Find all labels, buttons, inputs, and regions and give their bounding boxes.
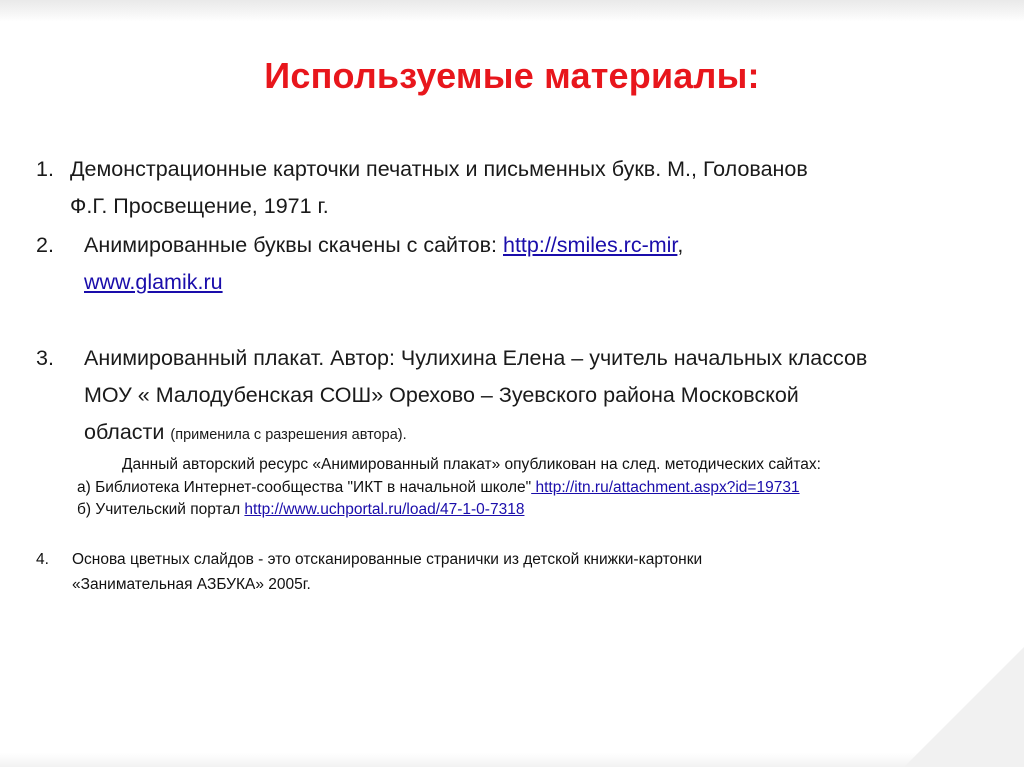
site-a-label: а) Библиотека Интернет-сообщества "ИКТ в начальной школе"	[77, 479, 532, 496]
item-1-text-line-2: Ф.Г. Просвещение, 1971 г.	[70, 194, 329, 218]
uchportal-link[interactable]: http://www.uchportal.ru/load/47-1-0-7318	[244, 501, 525, 518]
item-3-text-area: области	[84, 420, 171, 444]
item-2-number: 2.	[36, 233, 54, 257]
itn-link[interactable]: http://itn.ru/attachment.aspx?id=19731	[531, 479, 800, 496]
glamik-link[interactable]: www.glamik.ru	[84, 270, 223, 294]
item-3-number: 3.	[36, 346, 54, 370]
item-4-text-line-1: Основа цветных слайдов - это отсканированные странички из детской книжки-картонки	[72, 551, 703, 568]
item-2-separator: ,	[677, 233, 684, 257]
slide-top-border	[0, 0, 1024, 22]
page-curl-decoration	[904, 647, 1024, 767]
item-2-label: Анимированные буквы скачены с сайтов:	[84, 233, 503, 257]
item-2-text-line-1	[84, 231, 683, 259]
site-a-line	[77, 478, 800, 498]
item-4-text-line-2: «Занимательная АЗБУКА» 2005г.	[72, 576, 311, 593]
item-3-text-line-3	[84, 418, 407, 449]
item-1-text-line-1: Демонстрационные карточки печатных и письменных букв. М., Голованов	[70, 157, 808, 181]
smiles-link[interactable]: http://smiles.rc-mir	[503, 233, 678, 257]
item-1-number: 1.	[36, 157, 54, 181]
slide-bottom-border	[0, 753, 1024, 767]
item-3-text-line-1: Анимированный плакат. Автор: Чулихина Елена – учитель начальных классов	[84, 346, 868, 370]
site-b-line	[77, 500, 524, 520]
item-3-permission-note: (применила с разрешения автора).	[170, 427, 407, 443]
item-4-number: 4.	[36, 551, 49, 568]
publication-note: Данный авторский ресурс «Анимированный плакат» опубликован на след. методических сайтах:	[122, 456, 821, 473]
item-3-text-line-2: МОУ « Малодубенская СОШ» Орехово – Зуевского района Московской	[84, 383, 799, 407]
slide-title: Используемые материалы:	[264, 55, 760, 96]
site-b-label: б) Учительский портал	[77, 501, 245, 518]
item-2-text-line-2	[84, 268, 223, 296]
